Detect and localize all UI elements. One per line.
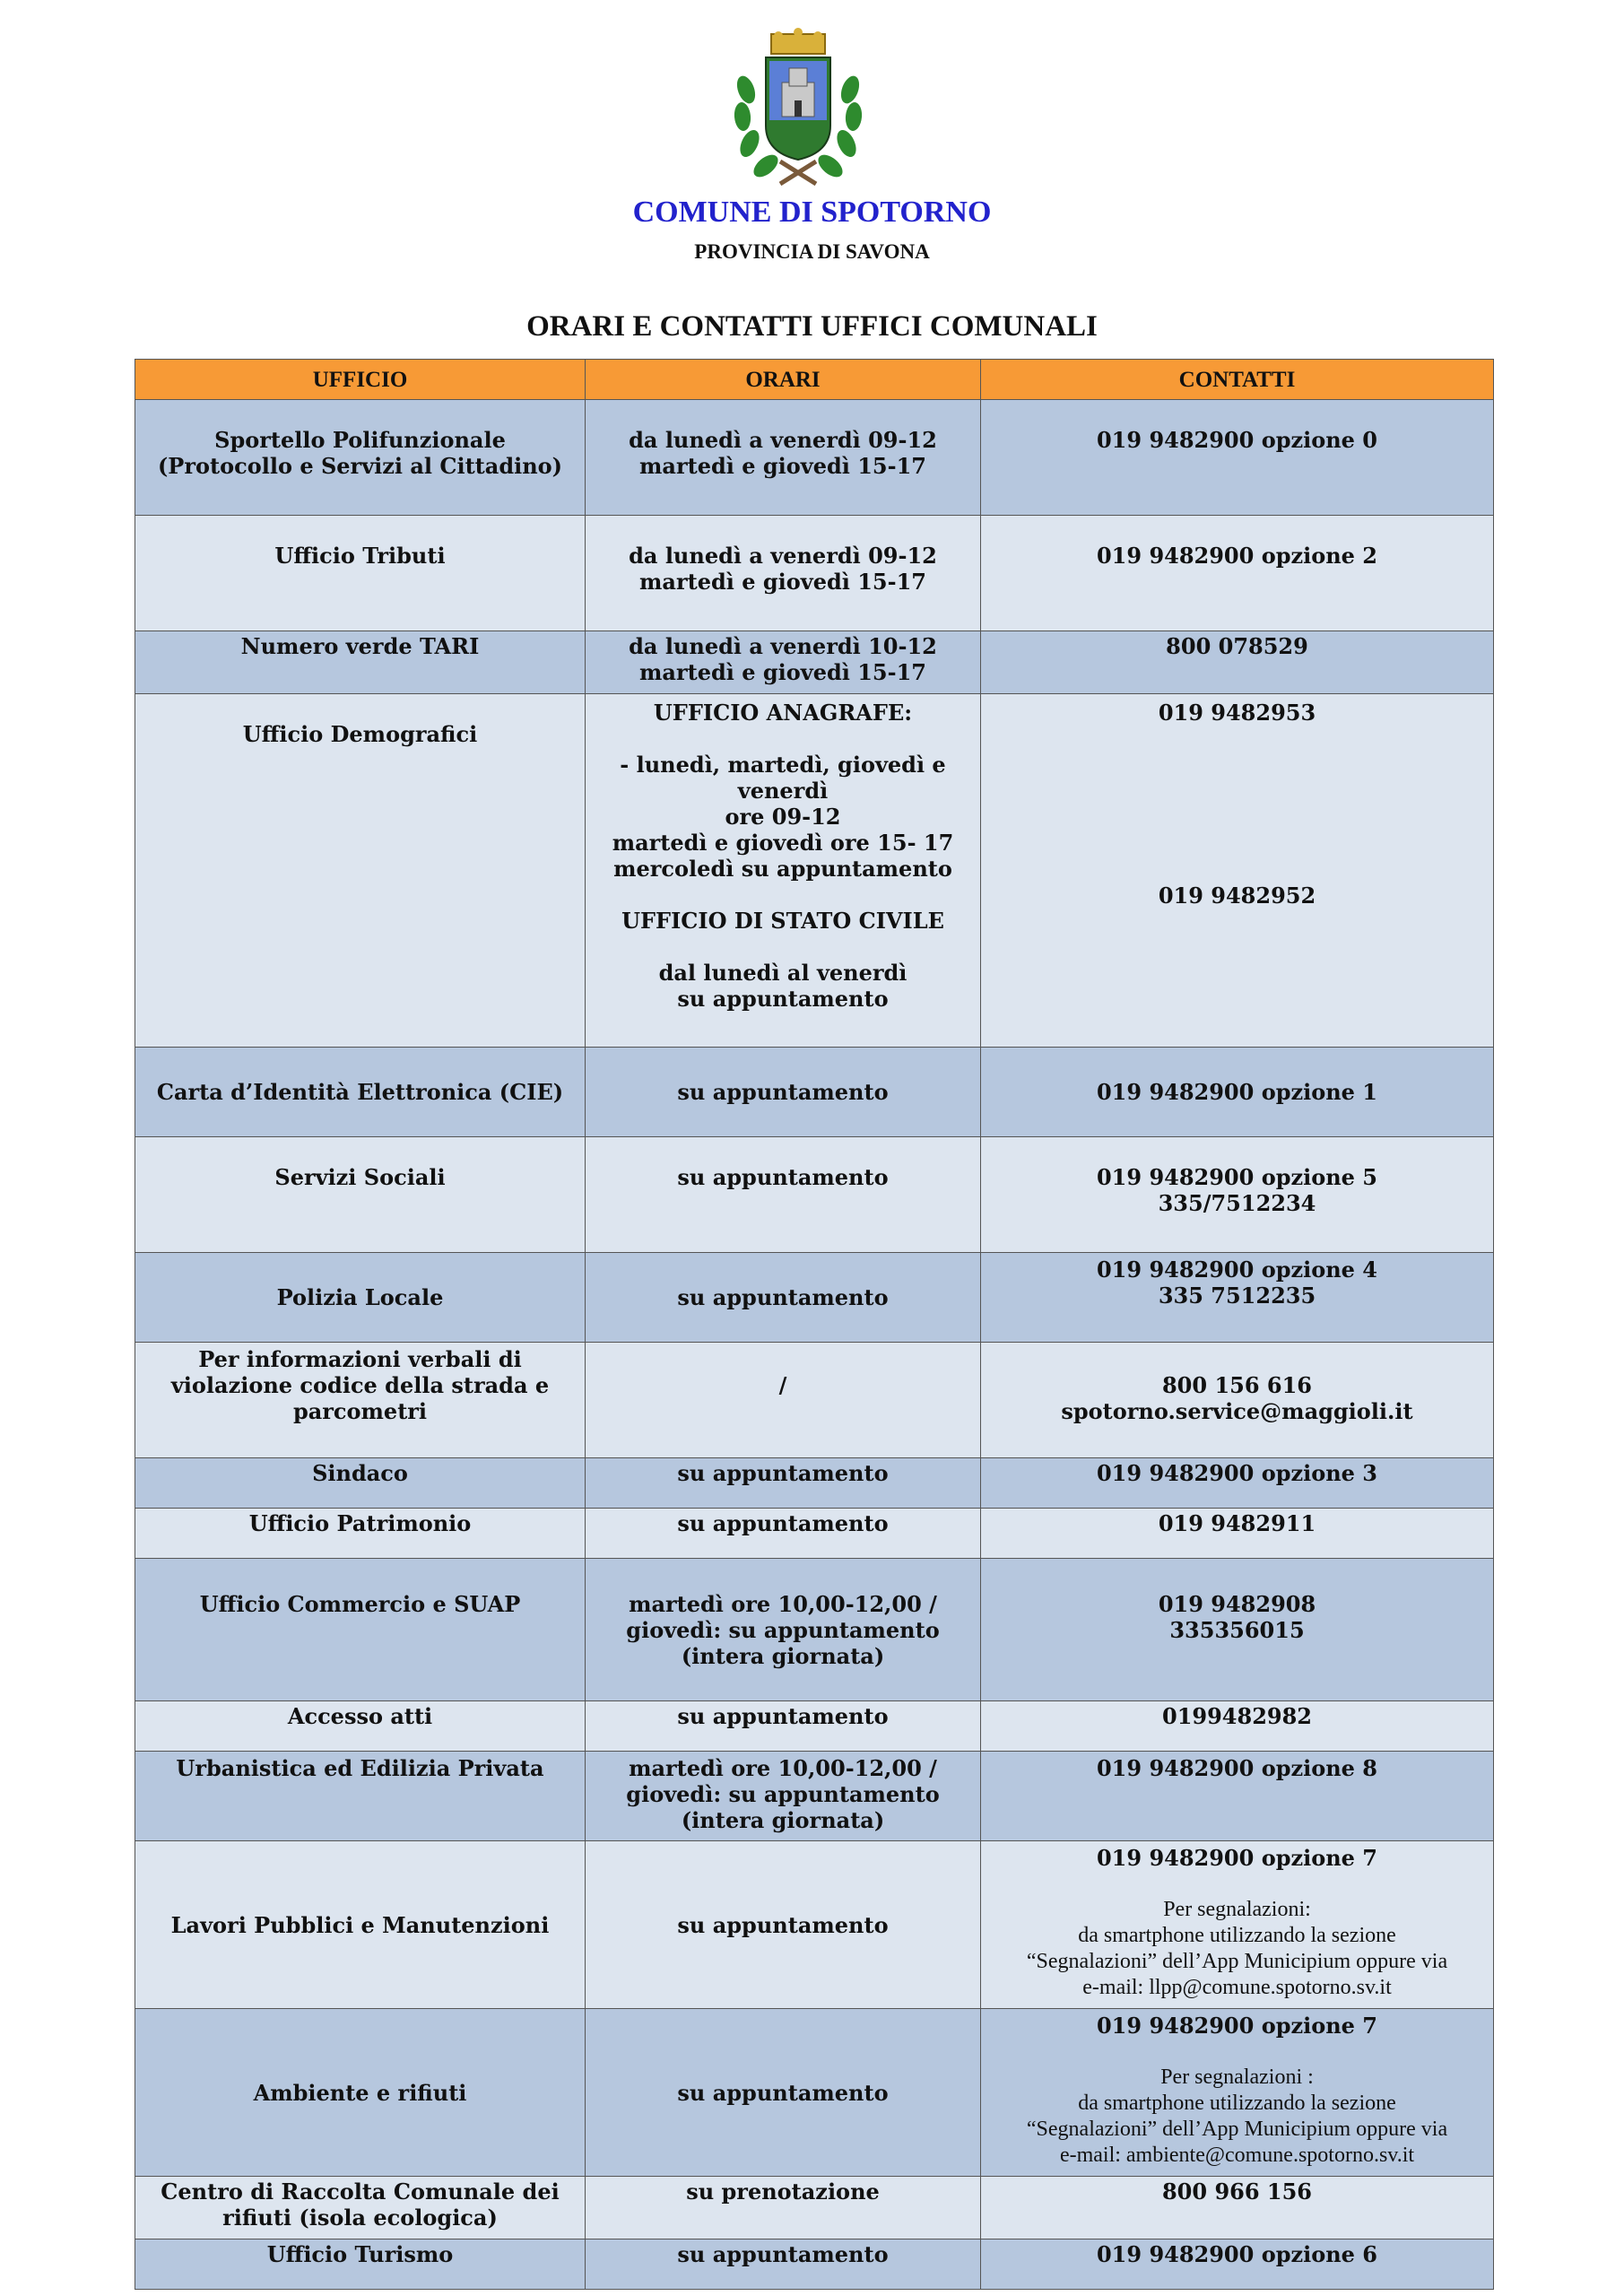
hours-line: da lunedì a venerdì 09-12 bbox=[629, 543, 937, 569]
table-row bbox=[135, 1752, 1494, 1841]
office-line: Numero verde TARI bbox=[240, 633, 480, 659]
contact-line: spotorno.service@maggioli.it bbox=[1061, 1398, 1413, 1424]
table-row bbox=[135, 1509, 1494, 1559]
contacts-cell bbox=[981, 1343, 1494, 1458]
office-line: Ufficio Tributi bbox=[274, 543, 446, 569]
office-cell bbox=[135, 2239, 586, 2290]
hours-line: martedì e giovedì ore 15- 17 bbox=[612, 830, 954, 856]
contacts-cell bbox=[981, 2177, 1494, 2239]
hours-line: martedì e giovedì 15-17 bbox=[639, 659, 926, 685]
hours-line: su prenotazione bbox=[686, 2179, 880, 2205]
office-cell bbox=[135, 1752, 586, 1841]
column-header-hours: ORARI bbox=[586, 360, 981, 400]
contact-line: 019 9482900 opzione 5 bbox=[1096, 1164, 1378, 1190]
office-line: Sportello Polifunzionale bbox=[214, 427, 506, 453]
hours-line: dal lunedì al venerdì bbox=[658, 960, 908, 986]
contacts-cell bbox=[981, 1752, 1494, 1841]
office-line: Ambiente e rifiuti bbox=[253, 2079, 467, 2106]
office-line: Sindaco bbox=[312, 1460, 408, 1486]
hours-cell bbox=[586, 516, 981, 631]
hours-line: su appuntamento bbox=[677, 1703, 889, 1729]
contacts-cell bbox=[981, 1509, 1494, 1559]
hours-cell bbox=[586, 400, 981, 516]
office-cell bbox=[135, 1343, 586, 1458]
contacts-cell bbox=[981, 694, 1494, 1048]
office-cell bbox=[135, 631, 586, 694]
table-row bbox=[135, 1137, 1494, 1253]
contact-line: 800 078529 bbox=[1166, 633, 1308, 659]
contacts-cell bbox=[981, 1841, 1494, 2009]
contact-line: 0199482982 bbox=[1162, 1703, 1312, 1729]
office-line: Urbanistica ed Edilizia Privata bbox=[176, 1755, 544, 1781]
hours-line: martedì ore 10,00-12,00 / bbox=[629, 1755, 937, 1781]
contact-line: 019 9482900 opzione 4 bbox=[1096, 1257, 1378, 1283]
table-row bbox=[135, 631, 1494, 694]
contact-line: 019 9482900 opzione 6 bbox=[1096, 2241, 1378, 2267]
office-cell bbox=[135, 1559, 586, 1701]
hours-line: venerdì bbox=[737, 778, 829, 804]
contacts-cell bbox=[981, 1701, 1494, 1752]
hours-cell bbox=[586, 1841, 981, 2009]
contact-line: 019 9482908 bbox=[1158, 1591, 1316, 1617]
table-row bbox=[135, 400, 1494, 516]
hours-line: giovedì: su appuntamento bbox=[626, 1781, 940, 1807]
town-name: COMUNE DI SPOTORNO bbox=[632, 196, 992, 229]
office-line: Centro di Raccolta Comunale dei bbox=[161, 2179, 560, 2205]
contact-line: 335/7512234 bbox=[1158, 1190, 1316, 1216]
contact-line: 019 9482900 opzione 2 bbox=[1096, 543, 1378, 569]
office-line: Ufficio Patrimonio bbox=[248, 1510, 472, 1536]
hours-line: su appuntamento bbox=[677, 1510, 889, 1536]
hours-line: / bbox=[778, 1372, 787, 1398]
table-row bbox=[135, 694, 1494, 1048]
office-line: Lavori Pubblici e Manutenzioni bbox=[170, 1911, 550, 1938]
contacts-cell bbox=[981, 1048, 1494, 1137]
contact-line: 800 966 156 bbox=[1161, 2179, 1312, 2205]
hours-line: da lunedì a venerdì 10-12 bbox=[629, 633, 937, 659]
hours-line: su appuntamento bbox=[677, 1460, 889, 1486]
office-line: Servizi Sociali bbox=[274, 1164, 446, 1190]
office-cell bbox=[135, 1137, 586, 1253]
contacts-cell bbox=[981, 631, 1494, 694]
note-line: da smartphone utilizzando la sezione bbox=[1078, 2092, 1396, 2115]
hours-cell bbox=[586, 1137, 981, 1253]
hours-cell bbox=[586, 2239, 981, 2290]
contact-line: 019 9482900 opzione 0 bbox=[1096, 427, 1378, 453]
note-line: e-mail: llpp@comune.spotorno.sv.it bbox=[1082, 1976, 1392, 1999]
office-cell bbox=[135, 1253, 586, 1343]
note-line: “Segnalazioni” dell’App Municipium oppure via bbox=[1026, 2118, 1448, 2141]
hours-cell bbox=[586, 1701, 981, 1752]
hours-line: martedì e giovedì 15-17 bbox=[639, 453, 926, 479]
contact-line: 019 9482900 opzione 1 bbox=[1096, 1079, 1378, 1105]
contact-line: 019 9482952 bbox=[1158, 883, 1316, 909]
note-line: e-mail: ambiente@comune.spotorno.sv.it bbox=[1059, 2144, 1415, 2167]
hours-line: su appuntamento bbox=[677, 1284, 889, 1310]
office-cell bbox=[135, 694, 586, 1048]
contact-line: 019 9482900 opzione 7 bbox=[1096, 1845, 1378, 1871]
hours-line: ore 09-12 bbox=[725, 804, 841, 830]
office-cell bbox=[135, 400, 586, 516]
offices-table bbox=[135, 359, 1494, 2290]
column-header-contacts: CONTATTI bbox=[981, 360, 1494, 400]
table-row bbox=[135, 1253, 1494, 1343]
contact-line: 800 156 616 bbox=[1161, 1372, 1312, 1398]
office-line: (Protocollo e Servizi al Cittadino) bbox=[157, 453, 563, 479]
hours-line: martedì ore 10,00-12,00 / bbox=[629, 1591, 937, 1617]
hours-cell bbox=[586, 2177, 981, 2239]
hours-line: UFFICIO DI STATO CIVILE bbox=[621, 908, 944, 934]
contact-line: 019 9482900 opzione 3 bbox=[1096, 1460, 1378, 1486]
contact-line: 335 7512235 bbox=[1158, 1283, 1316, 1309]
hours-cell bbox=[586, 1048, 981, 1137]
hours-cell bbox=[586, 1458, 981, 1509]
hours-line: su appuntamento bbox=[677, 2241, 889, 2267]
office-cell bbox=[135, 2177, 586, 2239]
hours-cell bbox=[586, 1559, 981, 1701]
office-line: Ufficio Demografici bbox=[242, 721, 478, 747]
contacts-cell bbox=[981, 400, 1494, 516]
note-line: da smartphone utilizzando la sezione bbox=[1078, 1924, 1396, 1947]
hours-line: su appuntamento bbox=[677, 1911, 889, 1938]
office-cell bbox=[135, 1841, 586, 2009]
table-header-row bbox=[135, 360, 1494, 400]
table-row bbox=[135, 516, 1494, 631]
table-row bbox=[135, 1458, 1494, 1509]
hours-line: - lunedì, martedì, giovedì e bbox=[620, 752, 946, 778]
contacts-cell bbox=[981, 1559, 1494, 1701]
contacts-cell bbox=[981, 1458, 1494, 1509]
office-cell bbox=[135, 516, 586, 631]
table-row bbox=[135, 1048, 1494, 1137]
hours-line: UFFICIO ANAGRAFE: bbox=[653, 700, 913, 726]
contacts-cell bbox=[981, 2009, 1494, 2177]
hours-line: giovedì: su appuntamento bbox=[626, 1617, 940, 1643]
table-row bbox=[135, 2239, 1494, 2290]
office-cell bbox=[135, 1048, 586, 1137]
office-cell bbox=[135, 1509, 586, 1559]
office-line: Polizia Locale bbox=[276, 1284, 444, 1310]
office-line: Carta d’Identità Elettronica (CIE) bbox=[156, 1079, 564, 1105]
table-row bbox=[135, 1559, 1494, 1701]
contact-line: 019 9482953 bbox=[1158, 700, 1316, 726]
contacts-cell bbox=[981, 516, 1494, 631]
table-row bbox=[135, 1841, 1494, 2009]
table-row bbox=[135, 2009, 1494, 2177]
table-row bbox=[135, 2177, 1494, 2239]
office-line: Ufficio Commercio e SUAP bbox=[199, 1591, 521, 1617]
contact-line: 019 9482900 opzione 7 bbox=[1096, 2013, 1378, 2039]
contacts-cell bbox=[981, 2239, 1494, 2290]
hours-line: (intera giornata) bbox=[681, 1807, 885, 1833]
document-title: ORARI E CONTATTI UFFICI COMUNALI bbox=[526, 310, 1098, 343]
contact-line: 019 9482911 bbox=[1158, 1510, 1316, 1536]
contact-line: 019 9482900 opzione 8 bbox=[1096, 1755, 1378, 1781]
hours-line: martedì e giovedì 15-17 bbox=[639, 569, 926, 595]
hours-line: su appuntamento bbox=[677, 1079, 889, 1105]
office-line: parcometri bbox=[292, 1398, 428, 1424]
hours-line: da lunedì a venerdì 09-12 bbox=[629, 427, 937, 453]
office-line: violazione codice della strada e bbox=[170, 1372, 550, 1398]
hours-line: su appuntamento bbox=[677, 1164, 889, 1190]
office-cell bbox=[135, 1458, 586, 1509]
table-row bbox=[135, 1701, 1494, 1752]
contacts-cell bbox=[981, 1137, 1494, 1253]
hours-cell bbox=[586, 2009, 981, 2177]
hours-line: (intera giornata) bbox=[681, 1643, 885, 1669]
contact-line: 335356015 bbox=[1169, 1617, 1305, 1643]
note-line: “Segnalazioni” dell’App Municipium oppure via bbox=[1026, 1950, 1448, 1973]
office-line: Ufficio Turismo bbox=[266, 2241, 454, 2267]
municipal-crest-image bbox=[726, 27, 870, 197]
province-name: PROVINCIA DI SAVONA bbox=[694, 240, 930, 263]
hours-line: mercoledì su appuntamento bbox=[613, 856, 952, 882]
hours-cell bbox=[586, 631, 981, 694]
note-line: Per segnalazioni: bbox=[1163, 1898, 1311, 1921]
office-line: rifiuti (isola ecologica) bbox=[222, 2205, 498, 2231]
hours-cell bbox=[586, 1509, 981, 1559]
hours-cell bbox=[586, 1343, 981, 1458]
office-line: Per informazioni verbali di bbox=[198, 1346, 522, 1372]
column-header-office: UFFICIO bbox=[135, 360, 586, 400]
hours-cell bbox=[586, 1253, 981, 1343]
contacts-cell bbox=[981, 1253, 1494, 1343]
note-line: Per segnalazioni : bbox=[1160, 2066, 1314, 2089]
hours-line: su appuntamento bbox=[677, 986, 889, 1012]
office-cell bbox=[135, 2009, 586, 2177]
office-cell bbox=[135, 1701, 586, 1752]
hours-cell bbox=[586, 1752, 981, 1841]
office-line: Accesso atti bbox=[287, 1703, 433, 1729]
hours-cell bbox=[586, 694, 981, 1048]
table-row bbox=[135, 1343, 1494, 1458]
hours-line: su appuntamento bbox=[677, 2079, 889, 2106]
